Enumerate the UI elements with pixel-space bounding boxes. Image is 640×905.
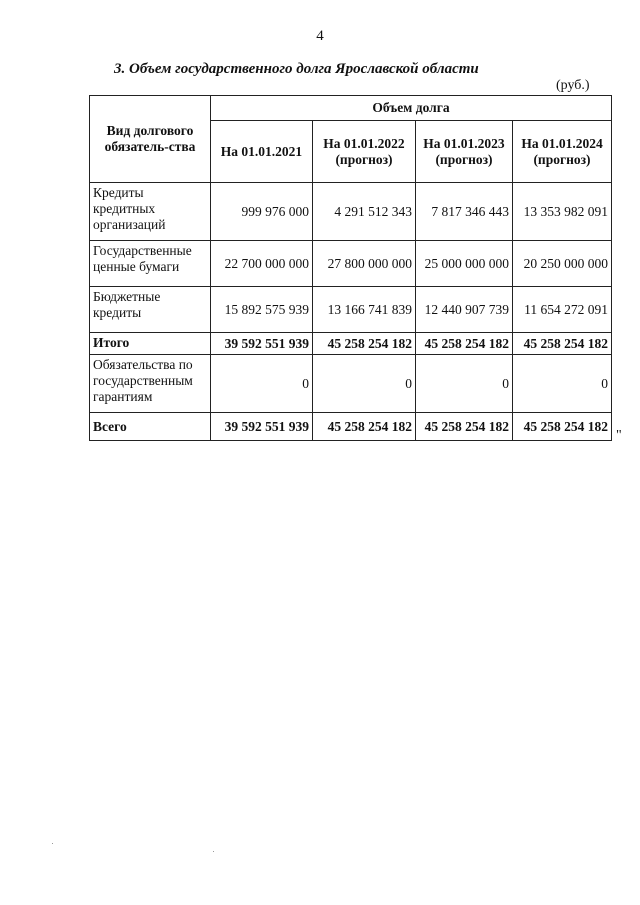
cell-value: 45 258 254 182 bbox=[416, 413, 513, 441]
header-date-label: На 01.01.2024 bbox=[521, 135, 603, 151]
table-row-grand-total bbox=[90, 413, 612, 441]
header-debt-type: Вид долгового обязатель-ства bbox=[90, 96, 211, 183]
row-label: Обязательства по государственным гарантиям bbox=[90, 355, 211, 413]
page-number: 4 bbox=[316, 28, 324, 44]
unit-note: (руб.) bbox=[556, 78, 590, 93]
cell-value: 7 817 346 443 bbox=[416, 183, 513, 241]
cell-value: 27 800 000 000 bbox=[313, 241, 416, 287]
cell-value: 45 258 254 182 bbox=[313, 413, 416, 441]
header-debt-volume: Объем долга bbox=[211, 96, 612, 121]
cell-value: 45 258 254 182 bbox=[513, 333, 612, 355]
row-label: Государственные ценные бумаги bbox=[90, 241, 211, 287]
debt-table bbox=[89, 95, 612, 441]
cell-value: 45 258 254 182 bbox=[313, 333, 416, 355]
header-date-label: На 01.01.2021 bbox=[220, 143, 303, 159]
header-date-note: (прогноз) bbox=[335, 151, 393, 167]
cell-value: 13 166 741 839 bbox=[313, 287, 416, 333]
cell-value: 0 bbox=[211, 355, 313, 413]
cell-value: 39 592 551 939 bbox=[211, 333, 313, 355]
cell-value: 0 bbox=[313, 355, 416, 413]
table-row bbox=[90, 241, 612, 287]
table-row-total bbox=[90, 333, 612, 355]
cell-value: 15 892 575 939 bbox=[211, 287, 313, 333]
section-title: 3. Объем государственного долга Ярославской области bbox=[114, 61, 479, 77]
cell-value: 20 250 000 000 bbox=[513, 241, 612, 287]
scan-speck bbox=[52, 843, 53, 844]
header-date-note: (прогноз) bbox=[435, 151, 493, 167]
header-date bbox=[313, 121, 416, 183]
cell-value: 25 000 000 000 bbox=[416, 241, 513, 287]
cell-value: 22 700 000 000 bbox=[211, 241, 313, 287]
header-date bbox=[416, 121, 513, 183]
header-date bbox=[513, 121, 612, 183]
header-date-label: На 01.01.2022 bbox=[323, 135, 405, 151]
row-label: Кредиты кредитных организаций bbox=[90, 183, 211, 241]
table-row bbox=[90, 355, 612, 413]
cell-value: 4 291 512 343 bbox=[313, 183, 416, 241]
cell-value: 0 bbox=[416, 355, 513, 413]
row-label: Бюджетные кредиты bbox=[90, 287, 211, 333]
cell-value: 12 440 907 739 bbox=[416, 287, 513, 333]
table-row bbox=[90, 287, 612, 333]
header-date-label: На 01.01.2023 bbox=[423, 135, 505, 151]
cell-value: 39 592 551 939 bbox=[211, 413, 313, 441]
scan-speck bbox=[213, 851, 214, 852]
cell-value: 45 258 254 182 bbox=[416, 333, 513, 355]
row-label: Всего bbox=[90, 413, 211, 441]
header-date-note: (прогноз) bbox=[533, 151, 591, 167]
cell-value: 11 654 272 091 bbox=[513, 287, 612, 333]
cell-value: 999 976 000 bbox=[211, 183, 313, 241]
row-label: Итого bbox=[90, 333, 211, 355]
closing-quote: " bbox=[616, 428, 622, 443]
cell-value: 45 258 254 182 bbox=[513, 413, 612, 441]
header-date bbox=[211, 121, 313, 183]
cell-value: 13 353 982 091 bbox=[513, 183, 612, 241]
cell-value: 0 bbox=[513, 355, 612, 413]
table-row bbox=[90, 183, 612, 241]
